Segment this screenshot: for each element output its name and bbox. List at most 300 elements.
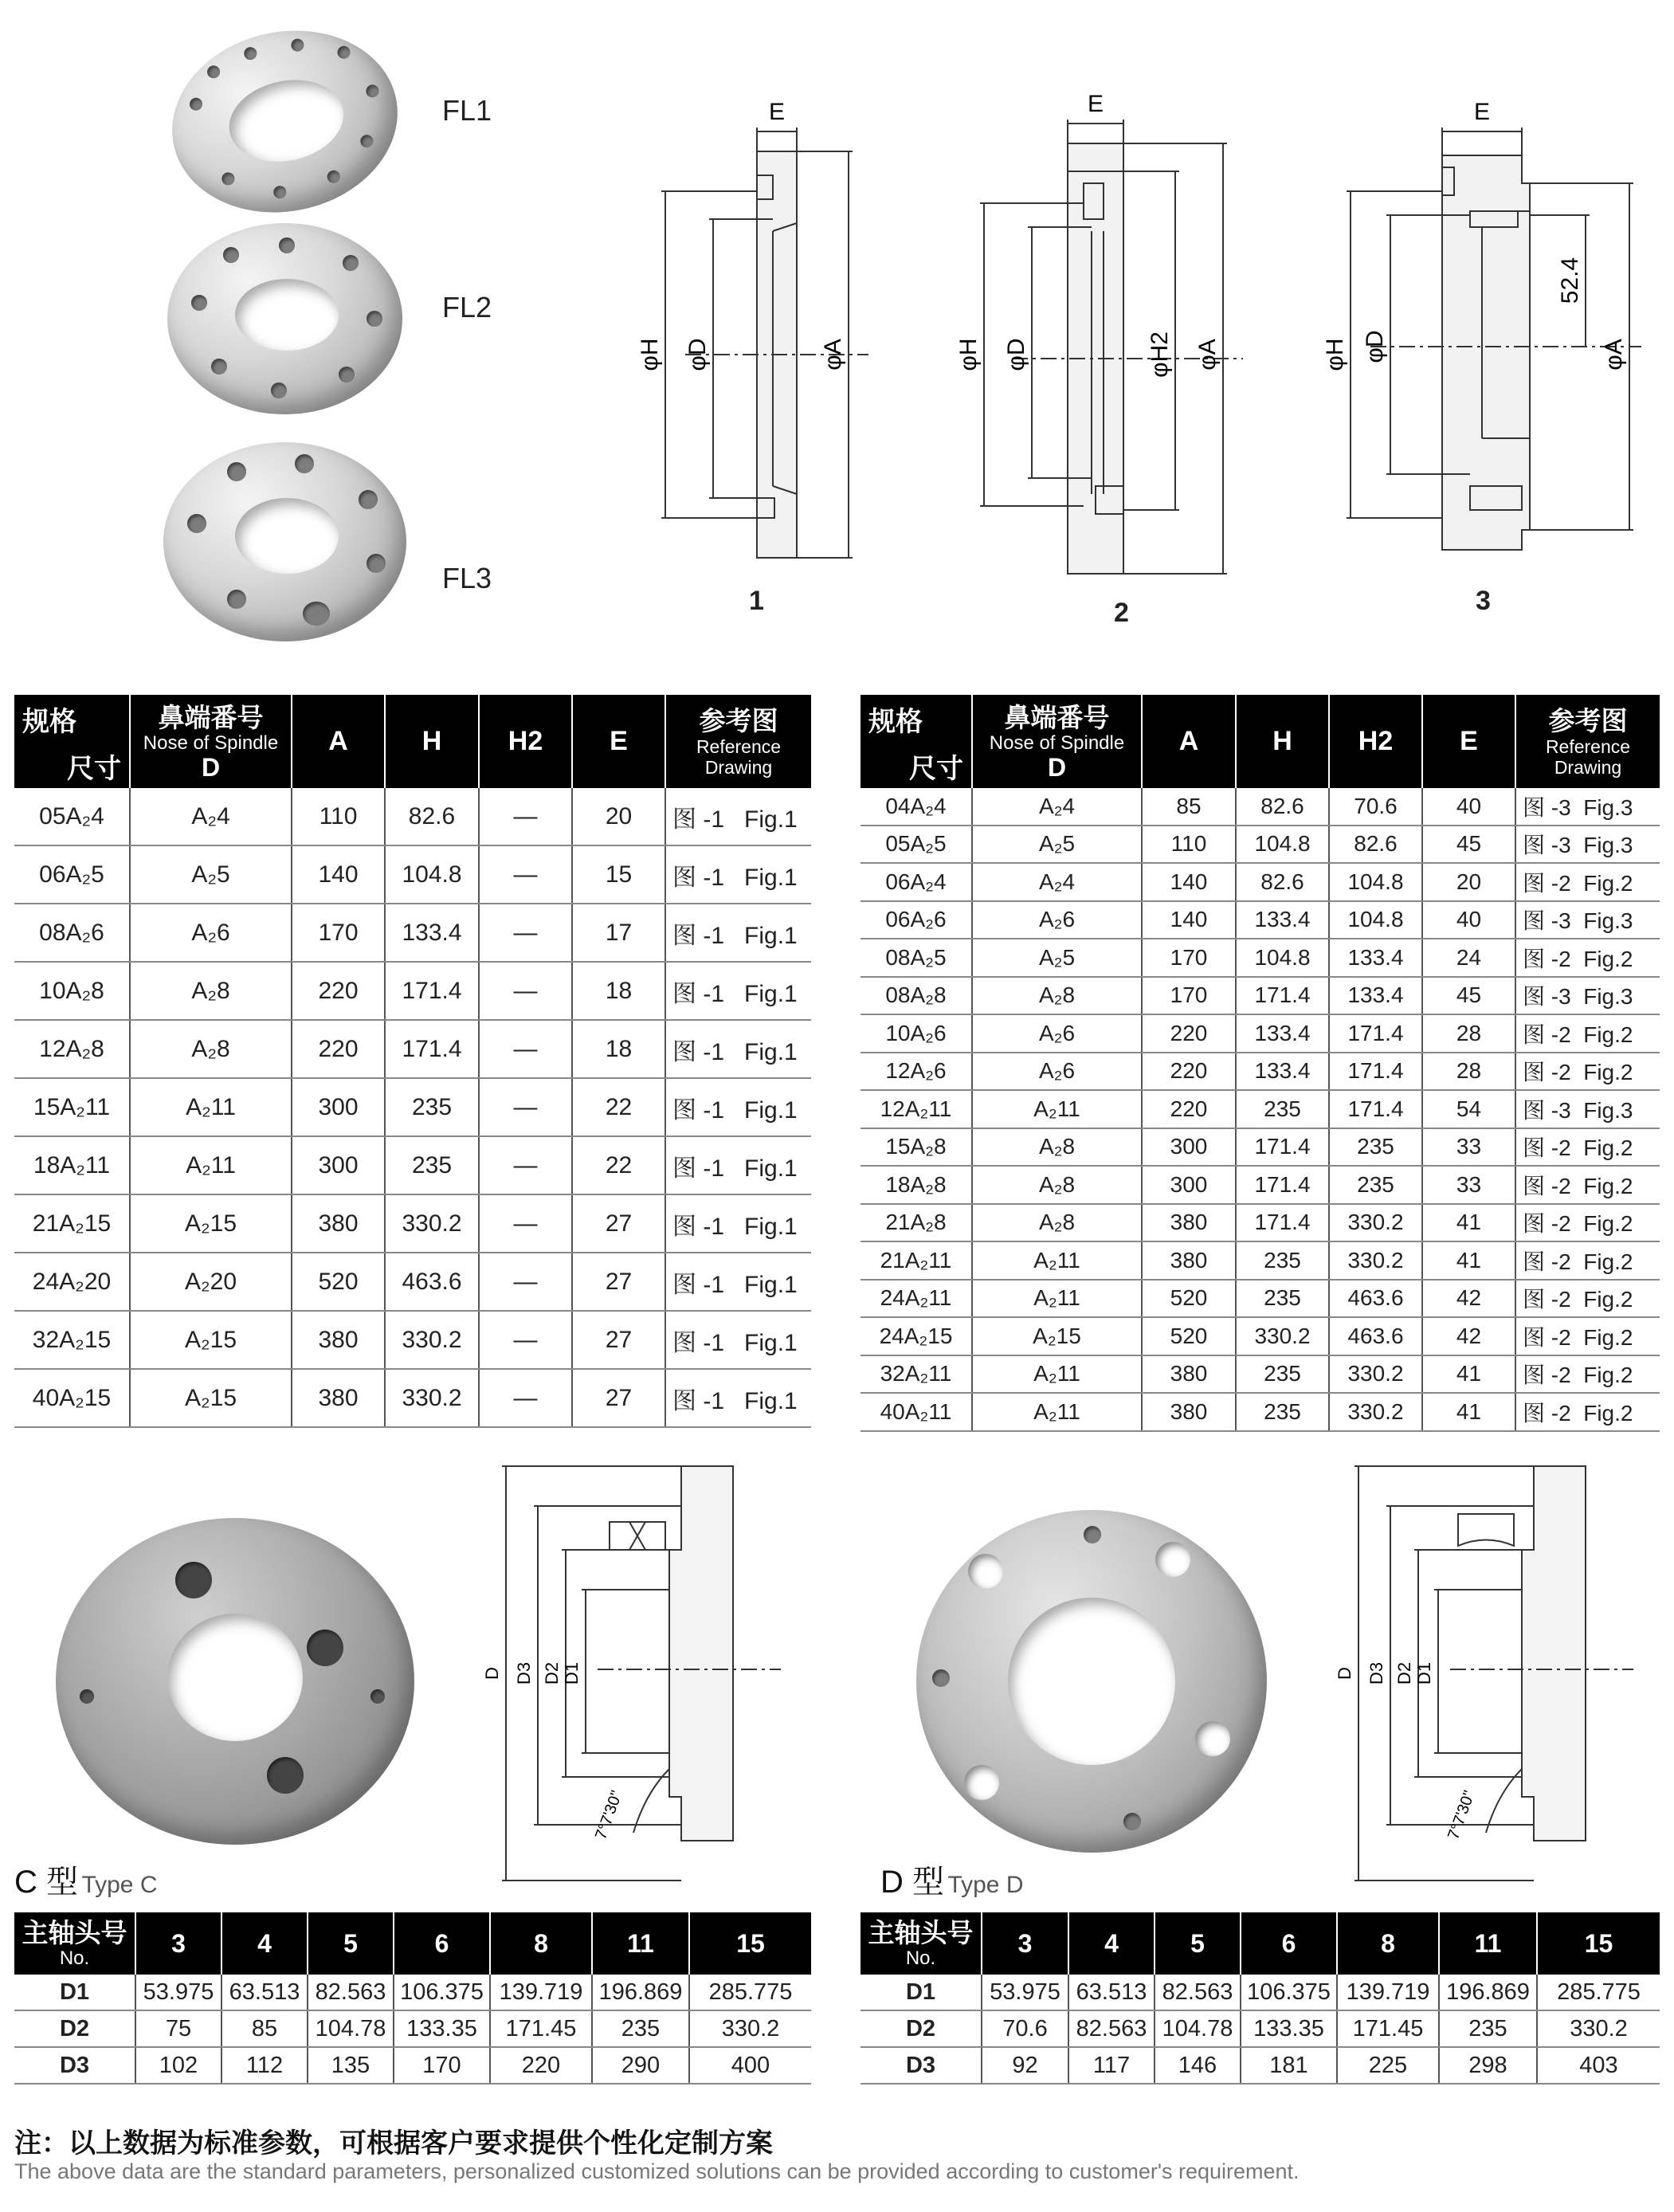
table-cell: 图 -2 Fig.2 [1515,1053,1660,1091]
table-row [861,2010,1660,2047]
table-cell: 53.975 [982,1975,1068,2010]
table-cell: 290 [592,2047,689,2084]
table-cell: A₂4 [130,788,292,845]
fig2-d-label: φD [1003,338,1029,371]
table-cell: 图 -2 Fig.2 [1515,1204,1660,1242]
table-cell: 146 [1155,2047,1241,2084]
table-cell: 图 -1 Fig.1 [665,1253,811,1311]
table-row [861,2047,1660,2084]
table-cell: 42 [1422,1317,1515,1355]
table-cell: 196.869 [592,1975,689,2010]
table-cell: 28 [1422,1014,1515,1053]
fl2-label: FL2 [442,291,492,324]
table-cell: 图 -2 Fig.2 [1515,1166,1660,1204]
table-cell: 140 [1142,901,1236,939]
table-row [861,1393,1660,1431]
type-c-row-label: D1 [14,1975,135,2010]
fl1-label: FL1 [442,94,492,127]
table-cell: 403 [1537,2047,1660,2084]
table-cell: 140 [1142,863,1236,901]
header-spec-label: 规格 [868,706,923,737]
table-cell: 40A₂11 [861,1393,972,1431]
table-cell: 235 [385,1078,479,1136]
fig3-dim-label: 52.4 [1557,257,1583,304]
type-c-row-label: D2 [14,2010,135,2047]
drawing-fig2 [955,80,1251,629]
table-cell: 170 [394,2047,490,2084]
table-cell: 82.563 [1155,1975,1241,2010]
header-h2: H2 [1329,695,1422,788]
table-cell: 104.8 [385,845,479,904]
table-cell: 104.8 [1236,939,1329,977]
table-cell: 235 [1439,2010,1537,2047]
table-cell: 40 [1422,788,1515,826]
table-cell: 42 [1422,1280,1515,1318]
table-row [14,1369,811,1427]
table-cell: 24 [1422,939,1515,977]
drawing-fig1 [621,80,876,629]
fig3-h-label: φH [1322,338,1348,371]
header-ref-en: Reference Drawing [696,735,782,778]
header-e: E [572,695,665,788]
table-cell: 285.775 [1537,1975,1660,2010]
table-cell: 110 [292,788,385,845]
table-row [14,1311,811,1369]
table-cell: 330.2 [1329,1204,1422,1242]
product-photo-fl3 [163,442,406,641]
table-cell: — [479,788,572,845]
table-cell: 300 [292,1136,385,1194]
table-cell: 40A₂15 [14,1369,130,1427]
table-cell: 380 [1142,1204,1236,1242]
table-row [14,788,811,845]
type-d-d-label: D [1335,1667,1354,1680]
type-c-column-header: 4 [222,1912,308,1975]
table-cell: 463.6 [1329,1280,1422,1318]
header-nose-of-spindle [130,695,292,788]
type-c-column-header: 6 [394,1912,490,1975]
table-cell: 15A₂8 [861,1128,972,1167]
table-row [861,1975,1660,2010]
table-cell: 图 -1 Fig.1 [665,1369,811,1427]
table-cell: A₂6 [972,1014,1142,1053]
header-ref-cn: 参考图 [1548,705,1628,735]
table-cell: 21A₂8 [861,1204,972,1242]
table-row [14,1020,811,1078]
table-row [861,939,1660,977]
table-cell: 104.8 [1236,826,1329,864]
table-cell: — [479,845,572,904]
table-cell: 380 [292,1369,385,1427]
table-cell: A₂5 [972,826,1142,864]
table-cell: 104.78 [308,2010,394,2047]
table-cell: A₂8 [972,1204,1142,1242]
fig1-d-label: φD [684,338,711,371]
fig2-a-label: φA [1194,339,1221,371]
table-cell: 300 [292,1078,385,1136]
table-row [14,1078,811,1136]
table-cell: 21A₂11 [861,1241,972,1280]
table-row [14,1136,811,1194]
table-cell: 133.4 [1236,1053,1329,1091]
table-cell: 图 -2 Fig.2 [1515,939,1660,977]
type-c-column-header: 8 [490,1912,592,1975]
table-cell: 24A₂15 [861,1317,972,1355]
fig2-h2-label: φH2 [1147,331,1173,378]
table-cell: 27 [572,1194,665,1253]
type-c-title [14,1857,158,1902]
table-cell: 220 [1142,1053,1236,1091]
type-d-column-header: 11 [1439,1912,1537,1975]
table-row [861,863,1660,901]
type-c-angle-label: 7°7'30" [592,1788,626,1842]
type-c-row-label: D3 [14,2047,135,2084]
table-cell: 235 [1236,1090,1329,1128]
table-cell: A₂5 [130,845,292,904]
table-cell: 40 [1422,901,1515,939]
table-cell: — [479,1253,572,1311]
table-cell: 图 -1 Fig.1 [665,904,811,962]
table-cell: 图 -1 Fig.1 [665,845,811,904]
table-cell: A₂11 [972,1393,1142,1431]
table-cell: 45 [1422,977,1515,1015]
table-cell: 33 [1422,1166,1515,1204]
table-cell: 27 [572,1369,665,1427]
table-cell: 15 [572,845,665,904]
table-cell: 196.869 [1439,1975,1537,2010]
table-cell: A₂5 [972,939,1142,977]
type-d-header-en: No. [905,1947,936,1969]
fig1-e-label: E [768,99,786,125]
type-d-column-header: 6 [1241,1912,1337,1975]
table-cell: 139.719 [1337,1975,1439,2010]
table-cell: 08A₂6 [14,904,130,962]
table-cell: 图 -3 Fig.3 [1515,788,1660,826]
table-cell: 520 [1142,1280,1236,1318]
table-cell: A₂4 [972,788,1142,826]
table-cell: 139.719 [490,1975,592,2010]
header-a: A [1142,695,1236,788]
table-cell: A₂4 [972,863,1142,901]
table-cell: 170 [292,904,385,962]
table-cell: 220 [1142,1014,1236,1053]
table-cell: 54 [1422,1090,1515,1128]
type-c-d-label: D [482,1667,502,1680]
fig3-d-label: φD [1362,330,1388,363]
table-cell: 298 [1439,2047,1537,2084]
table-row [861,826,1660,864]
table-cell: 28 [1422,1053,1515,1091]
table-cell: A₂6 [972,1053,1142,1091]
table-cell: A₂11 [972,1280,1142,1318]
table-cell: 图 -2 Fig.2 [1515,1128,1660,1167]
table-cell: 285.775 [689,1975,811,2010]
type-c-table [14,1912,811,2085]
table-cell: 380 [292,1194,385,1253]
type-c-d3-label: D3 [514,1661,534,1685]
type-d-d1-label: D1 [1414,1661,1434,1685]
table-cell: A₂11 [972,1090,1142,1128]
table-cell: 133.4 [1329,939,1422,977]
table-cell: 04A₂4 [861,788,972,826]
table-cell: 图 -1 Fig.1 [665,1078,811,1136]
table-cell: 15A₂11 [14,1078,130,1136]
table-cell: 330.2 [1236,1317,1329,1355]
fig3-e-label: E [1473,99,1491,125]
table-cell: 330.2 [1329,1355,1422,1394]
header-reference-drawing [1515,695,1660,788]
table-cell: A₂8 [130,1020,292,1078]
table-cell: A₂11 [972,1241,1142,1280]
table-cell: 图 -2 Fig.2 [1515,1014,1660,1053]
table-cell: 220 [1142,1090,1236,1128]
fig1-a-label: φA [820,339,846,371]
product-photo-fl1 [155,10,415,233]
header-nose-d: D [1047,752,1067,782]
table-cell: 图 -1 Fig.1 [665,1136,811,1194]
table-cell: 图 -2 Fig.2 [1515,1317,1660,1355]
table-cell: 图 -2 Fig.2 [1515,1280,1660,1318]
section-drawing-type-d [1323,1458,1641,1904]
table-cell: 133.35 [394,2010,490,2047]
table-cell: 53.975 [135,1975,222,2010]
table-cell: 82.6 [1236,863,1329,901]
table-row [14,1253,811,1311]
table-cell: 220 [292,962,385,1020]
table-cell: 图 -2 Fig.2 [1515,1355,1660,1394]
header-ref-cn: 参考图 [699,705,778,735]
table-cell: 106.375 [394,1975,490,2010]
table-row [861,1355,1660,1394]
fig2-e-label: E [1087,91,1104,117]
table-cell: 85 [222,2010,308,2047]
note-en: The above data are the standard parameters, personalized customized solutions can be provided according to customer's requirement. [14,2159,1300,2183]
table-cell: 106.375 [1241,1975,1337,2010]
table-cell: 图 -2 Fig.2 [1515,1393,1660,1431]
table-cell: 32A₂11 [861,1355,972,1394]
table-cell: 170 [1142,939,1236,977]
table-cell: 104.8 [1329,901,1422,939]
type-d-angle-label: 7°7'30" [1445,1788,1479,1842]
table-cell: 235 [1236,1355,1329,1394]
table-cell: 24A₂20 [14,1253,130,1311]
table-cell: 41 [1422,1241,1515,1280]
drawing-number-1: 1 [749,586,764,616]
header-spec-label: 规格 [22,706,76,737]
table-cell: 133.35 [1241,2010,1337,2047]
table-cell: A₂8 [972,1166,1142,1204]
type-d-column-header: 3 [982,1912,1068,1975]
type-d-title-cn: D 型 [880,1865,944,1900]
note-cn: 注：以上数据为标准参数，可根据客户要求提供个性化定制方案 [14,2128,773,2159]
type-c-header-cn: 主轴头号 [22,1918,127,1947]
fl3-label: FL3 [442,562,492,594]
header-nose-of-spindle [972,695,1142,788]
table-cell: 330.2 [1537,2010,1660,2047]
table-cell: 330.2 [385,1369,479,1427]
table-row [861,1241,1660,1280]
table-cell: — [479,962,572,1020]
table-cell: 08A₂5 [861,939,972,977]
header-nose-cn: 鼻端番号 [1004,702,1110,732]
table-row [861,1128,1660,1167]
table-cell: A₂15 [130,1369,292,1427]
table-cell: 18 [572,962,665,1020]
drawing-fig3 [1323,80,1657,629]
type-d-header-cn: 主轴头号 [868,1918,974,1947]
section-drawing-type-c [470,1458,789,1904]
table-row [14,2010,811,2047]
table-cell: 235 [1329,1166,1422,1204]
table-cell: 20 [572,788,665,845]
table-cell: 102 [135,2047,222,2084]
table-cell: 10A₂6 [861,1014,972,1053]
table-cell: 171.4 [1236,1204,1329,1242]
table-row [861,1090,1660,1128]
fig3-a-label: φA [1601,339,1627,371]
type-d-column-header: 4 [1068,1912,1155,1975]
drawing-number-3: 3 [1476,586,1491,616]
table-cell: 171.45 [1337,2010,1439,2047]
fig2-h-label: φH [955,338,982,371]
table-cell: 18 [572,1020,665,1078]
table-cell: 133.4 [1236,1014,1329,1053]
table-cell: 70.6 [982,2010,1068,2047]
table-cell: — [479,1078,572,1136]
type-d-d3-label: D3 [1366,1661,1386,1685]
table-cell: 82.6 [1236,788,1329,826]
table-cell: 45 [1422,826,1515,864]
header-h2: H2 [479,695,572,788]
header-reference-drawing [665,695,811,788]
fig1-h-label: φH [637,338,663,371]
table-cell: 330.2 [689,2010,811,2047]
table-cell: — [479,1020,572,1078]
table-cell: 41 [1422,1393,1515,1431]
type-d-row-label: D2 [861,2010,982,2047]
table-cell: 85 [1142,788,1236,826]
table-cell: 330.2 [385,1311,479,1369]
table-row [14,1194,811,1253]
table-cell: 75 [135,2010,222,2047]
table-cell: 12A₂11 [861,1090,972,1128]
table-cell: 图 -1 Fig.1 [665,788,811,845]
header-nose-en: Nose of Spindle [143,731,279,754]
table-cell: 235 [1329,1128,1422,1167]
table-cell: 22 [572,1078,665,1136]
table-cell: 171.4 [385,1020,479,1078]
table-cell: 82.563 [1068,2010,1155,2047]
table-cell: A₂8 [972,1128,1142,1167]
type-d-column-header: 5 [1155,1912,1241,1975]
table-cell: 12A₂8 [14,1020,130,1078]
table-cell: A₂15 [130,1311,292,1369]
type-d-header-label [861,1912,982,1975]
table-cell: A₂15 [130,1194,292,1253]
table-cell: A₂6 [972,901,1142,939]
table-cell: A₂8 [972,977,1142,1015]
table-cell: 220 [490,2047,592,2084]
table-row [861,1053,1660,1091]
table-cell: A₂8 [130,962,292,1020]
table-cell: 104.8 [1329,863,1422,901]
header-a: A [292,695,385,788]
type-d-row-label: D3 [861,2047,982,2084]
table-cell: 41 [1422,1355,1515,1394]
table-cell: 463.6 [385,1253,479,1311]
type-d-column-header: 15 [1537,1912,1660,1975]
table-cell: 171.45 [490,2010,592,2047]
type-d-d2-label: D2 [1394,1661,1414,1685]
table-cell: 140 [292,845,385,904]
spec-table-right [861,695,1660,1432]
table-cell: 18A₂8 [861,1166,972,1204]
table-cell: 133.4 [385,904,479,962]
table-cell: 171.4 [1329,1090,1422,1128]
product-photo-type-d [916,1510,1267,1853]
header-size-label: 尺寸 [67,753,121,784]
table-cell: 70.6 [1329,788,1422,826]
header-size-spec [861,695,972,788]
table-row [861,1280,1660,1318]
table-cell: 235 [1236,1241,1329,1280]
drawing-number-2: 2 [1114,598,1129,628]
table-cell: 06A₂6 [861,901,972,939]
header-nose-en: Nose of Spindle [989,731,1125,754]
table-cell: 330.2 [385,1194,479,1253]
type-c-title-cn: C 型 [14,1865,78,1900]
table-cell: 171.4 [385,962,479,1020]
table-cell: — [479,904,572,962]
table-row [861,1014,1660,1053]
type-c-d1-label: D1 [562,1661,582,1685]
table-cell: 图 -2 Fig.2 [1515,1241,1660,1280]
table-row [861,1317,1660,1355]
table-cell: 330.2 [1329,1241,1422,1280]
table-row [861,901,1660,939]
type-c-header-en: No. [59,1947,90,1969]
table-cell: 170 [1142,977,1236,1015]
type-c-column-header: 3 [135,1912,222,1975]
table-cell: 171.4 [1329,1014,1422,1053]
table-cell: 图 -3 Fig.3 [1515,1090,1660,1128]
table-cell: 235 [592,2010,689,2047]
table-cell: 10A₂8 [14,962,130,1020]
table-cell: 110 [1142,826,1236,864]
table-cell: 20 [1422,863,1515,901]
table-cell: 18A₂11 [14,1136,130,1194]
type-d-table [861,1912,1660,2085]
type-d-column-header: 8 [1337,1912,1439,1975]
table-cell: 380 [1142,1355,1236,1394]
header-nose-cn: 鼻端番号 [158,702,264,732]
table-cell: 380 [1142,1393,1236,1431]
table-cell: 06A₂4 [861,863,972,901]
type-d-row-label: D1 [861,1975,982,2010]
table-cell: 图 -2 Fig.2 [1515,863,1660,901]
table-cell: 27 [572,1253,665,1311]
table-cell: 300 [1142,1128,1236,1167]
table-cell: A₂6 [130,904,292,962]
type-c-title-en: Type C [81,1872,158,1898]
product-photo-type-c [56,1518,414,1845]
table-cell: 300 [1142,1166,1236,1204]
table-cell: 380 [292,1311,385,1369]
header-ref-en: Reference Drawing [1545,735,1631,778]
table-cell: 463.6 [1329,1317,1422,1355]
table-cell: 图 -1 Fig.1 [665,1194,811,1253]
table-cell: 220 [292,1020,385,1078]
